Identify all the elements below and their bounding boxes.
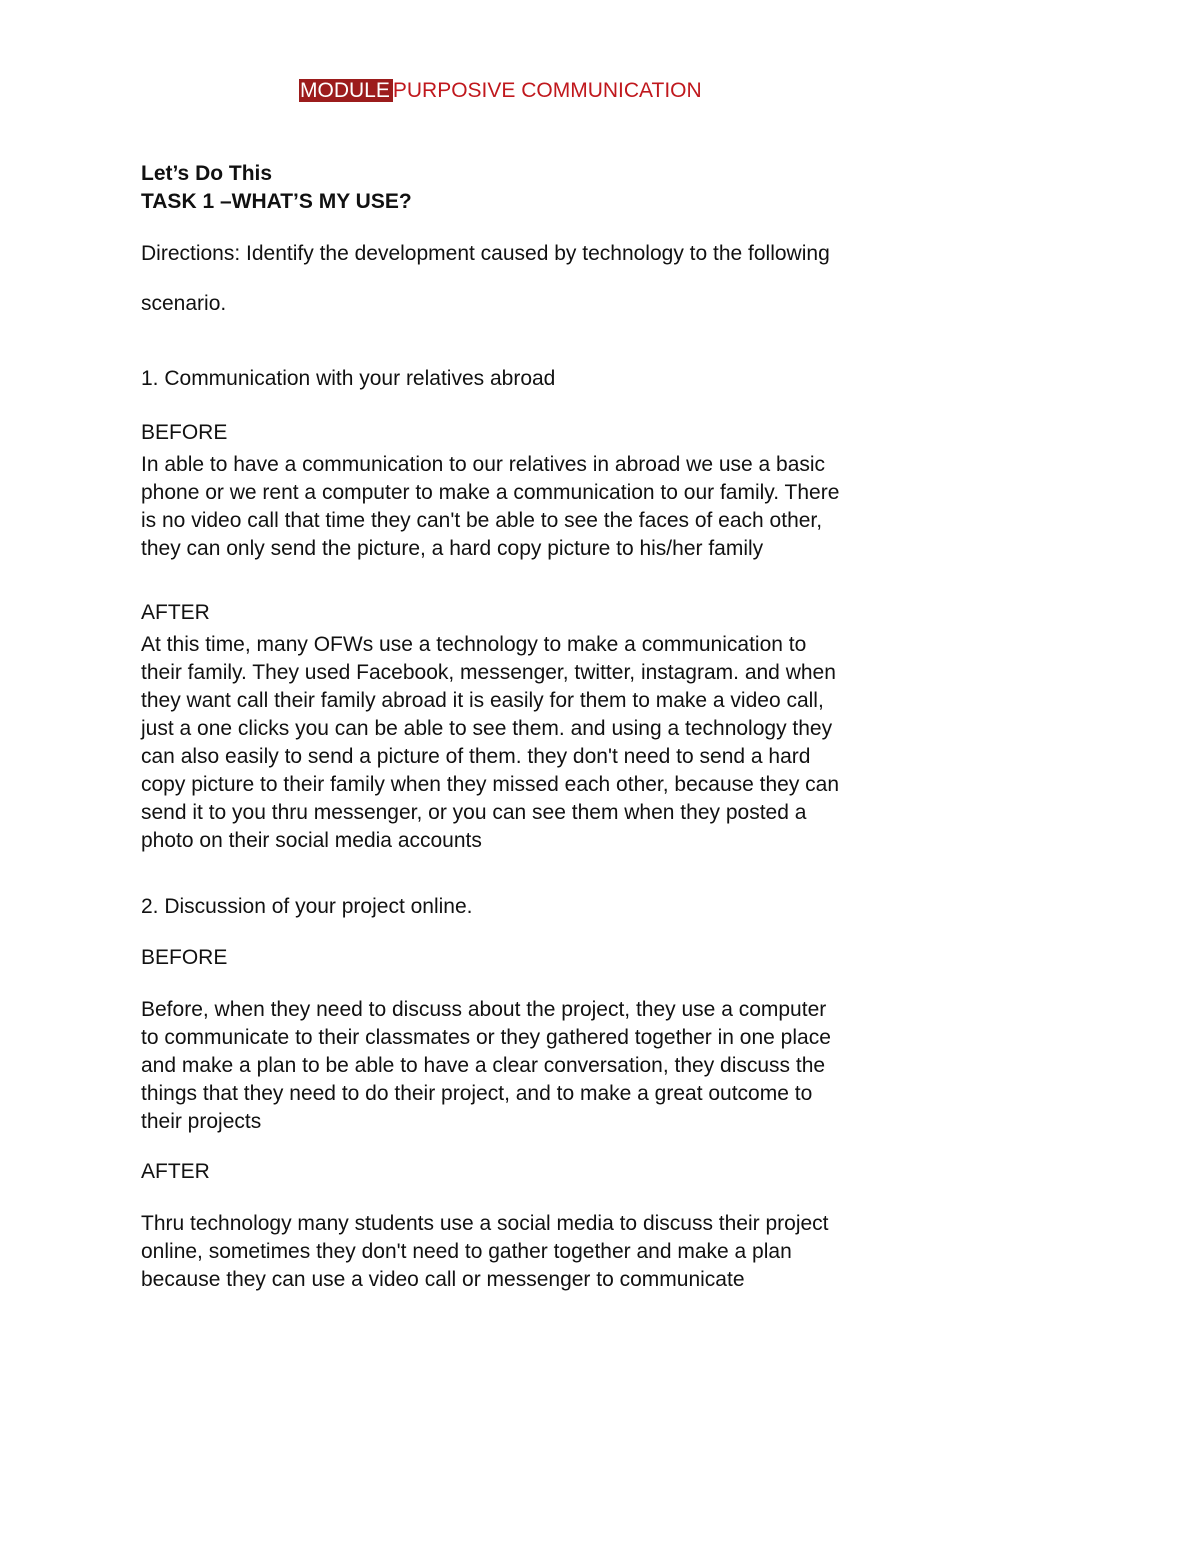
- item-1-before-line: phone or we rent a computer to make a communication to our family. There: [141, 481, 840, 504]
- item-2-after-line: because they can use a video call or messenger to communicate: [141, 1268, 745, 1291]
- item-1-after-line: their family. They used Facebook, messenger, twitter, instagram. and when: [141, 661, 836, 684]
- module-title: PURPOSIVE COMMUNICATION: [392, 79, 702, 102]
- item-1-after-line: At this time, many OFWs use a technology to make a communication to: [141, 633, 807, 656]
- item-2-before-line: their projects: [141, 1110, 262, 1133]
- item-1-before-line: In able to have a communication to our relatives in abroad we use a basic: [141, 453, 826, 476]
- item-2-before-line: to communicate to their classmates or they gathered together in one place: [141, 1026, 831, 1049]
- module-tag: MODULE: [299, 79, 393, 102]
- item-2-after-text: [141, 1210, 941, 1294]
- item-1-before-label: BEFORE: [141, 421, 228, 444]
- item-1-after-line: just a one clicks you can be able to see them. and using a technology they: [141, 717, 833, 740]
- item-2-before-label: BEFORE: [141, 946, 228, 969]
- item-1-before-line: is no video call that time they can't be able to see the faces of each other,: [141, 509, 823, 532]
- item-2-before-text: [141, 996, 941, 1136]
- item-1-after-label: AFTER: [141, 601, 210, 624]
- item-1-before-text: [141, 451, 941, 563]
- directions-line-2: scenario.: [141, 292, 227, 315]
- item-1-after-text: [141, 631, 941, 855]
- item-1-heading: 1. Communication with your relatives abroad: [141, 367, 556, 390]
- module-header: [299, 77, 702, 105]
- task-title: TASK 1 –WHAT’S MY USE?: [141, 190, 412, 213]
- item-1-after-line: send it to you thru messenger, or you can see them when they posted a: [141, 801, 807, 824]
- item-1-after-line: can also easily to send a picture of them. they don't need to send a hard: [141, 745, 811, 768]
- item-2-heading: 2. Discussion of your project online.: [141, 895, 473, 918]
- item-2-before-line: Before, when they need to discuss about the project, they use a computer: [141, 998, 827, 1021]
- item-1-after-line: they want call their family abroad it is easily for them to make a video call,: [141, 689, 824, 712]
- item-2-before-line: things that they need to do their project, and to make a great outcome to: [141, 1082, 813, 1105]
- item-1-before-line: they can only send the picture, a hard copy picture to his/her family: [141, 537, 764, 560]
- item-2-before-line: and make a plan to be able to have a clear conversation, they discuss the: [141, 1054, 826, 1077]
- item-1-after-line: photo on their social media accounts: [141, 829, 482, 852]
- item-2-after-label: AFTER: [141, 1160, 210, 1183]
- section-title: Let’s Do This: [141, 162, 273, 185]
- item-2-after-line: online, sometimes they don't need to gather together and make a plan: [141, 1240, 792, 1263]
- item-1-after-line: copy picture to their family when they missed each other, because they can: [141, 773, 840, 796]
- directions-line-1: Directions: Identify the development caused by technology to the following: [141, 242, 830, 265]
- item-2-after-line: Thru technology many students use a social media to discuss their project: [141, 1212, 829, 1235]
